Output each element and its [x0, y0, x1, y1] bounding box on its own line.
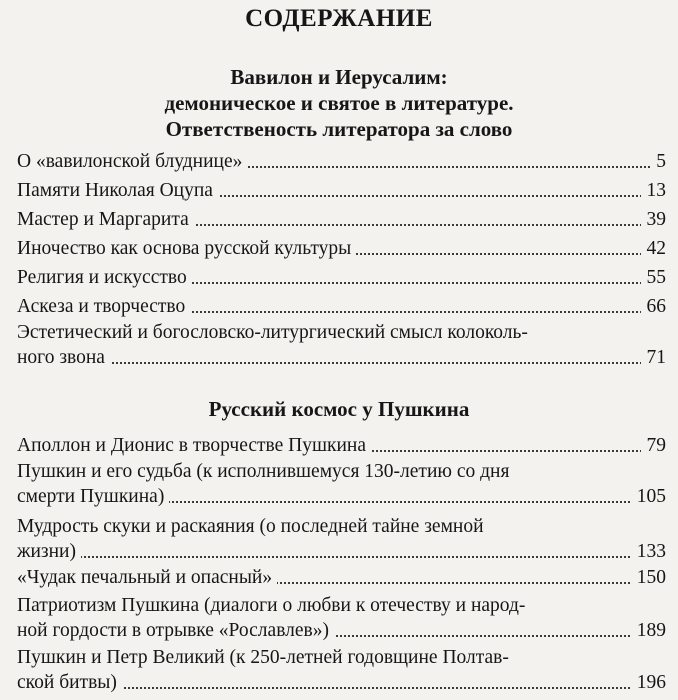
toc-entry-page: 39 — [641, 207, 667, 232]
toc-entry[interactable] — [17, 265, 666, 290]
toc-entry-title: Эстетический и богословско-литургический смысл колоколь- — [17, 322, 528, 343]
toc-entry-line — [17, 207, 666, 232]
toc-entry-title: Патриотизм Пушкина (диалоги о любви к отечеству и народ- — [17, 595, 526, 616]
toc-entry[interactable] — [17, 433, 666, 458]
toc-entry-line — [17, 593, 666, 618]
section-heading-line: Русский космос у Пушкина — [208, 397, 470, 421]
toc-entry-line — [17, 236, 666, 261]
dot-leader — [17, 556, 666, 558]
toc-entry-page: 13 — [641, 178, 667, 203]
toc-entry-line — [17, 645, 666, 670]
toc-entry-title: Пушкин и Петр Великий (к 250-летней годовщине Полтав- — [17, 647, 509, 668]
toc-entry[interactable] — [17, 514, 666, 564]
section-heading — [20, 396, 658, 422]
toc-entry-page: 105 — [631, 484, 666, 509]
toc-entry-line — [17, 484, 666, 509]
toc-entry-page: 5 — [650, 149, 666, 174]
toc-entry-title-continued: смерти Пушкина) — [17, 484, 169, 509]
dot-leader — [17, 362, 666, 364]
toc-entry-title: Аскеза и творчество — [17, 294, 190, 319]
toc-entry[interactable] — [17, 294, 666, 319]
toc-entry-line — [17, 149, 666, 174]
toc-entry-title-continued: ного звона — [17, 345, 110, 370]
toc-entry-title: Пушкин и его судьба (к исполнившемуся 130-летию со дня — [17, 461, 510, 482]
toc-entry-title: О «вавилонской блуднице» — [17, 149, 247, 174]
toc-entry-line — [17, 345, 666, 370]
toc-entry-title: Религия и искусство — [17, 265, 192, 290]
toc-entry[interactable] — [17, 178, 666, 203]
toc-entry[interactable] — [17, 459, 666, 509]
toc-entry-page: 133 — [631, 539, 666, 564]
toc-entry[interactable] — [17, 149, 666, 174]
toc-entry-line — [17, 265, 666, 290]
toc-entry[interactable] — [17, 320, 666, 370]
toc-entry-line — [17, 670, 666, 695]
toc-entry-title-continued: ной гордости в отрывке «Рославлев») — [17, 618, 334, 643]
toc-entry-page: 55 — [641, 265, 667, 290]
toc-entry-title: Аполлон и Дионис в творчестве Пушкина — [17, 433, 371, 458]
toc-entry-title: «Чудак печальный и опасный» — [17, 565, 277, 590]
toc-entry-line — [17, 433, 666, 458]
section-heading-line: Вавилон и Иерусалим: — [230, 65, 448, 89]
toc-entry-title: Мастер и Маргарита — [17, 207, 194, 232]
toc-entry-line — [17, 459, 666, 484]
toc-entry-title: Мудрость скуки и раскаяния (о последней тайне земной — [17, 516, 484, 537]
toc-entry-page: 66 — [641, 294, 667, 319]
toc-entry[interactable] — [17, 593, 666, 643]
toc-entry-line — [17, 178, 666, 203]
toc-entry-title-continued: жизни) — [17, 539, 81, 564]
toc-entry-line — [17, 565, 666, 590]
toc-entry-line — [17, 618, 666, 643]
toc-entry-title: Памяти Николая Оцупа — [17, 178, 218, 203]
toc-entry[interactable] — [17, 207, 666, 232]
section-heading-line: Ответственость литератора за слово — [165, 117, 513, 141]
toc-entry[interactable] — [17, 565, 666, 590]
toc-entry[interactable] — [17, 236, 666, 261]
toc-entry-line — [17, 320, 666, 345]
section-heading-line: демоническое и святое в литературе. — [164, 91, 514, 115]
toc-entry-line — [17, 294, 666, 319]
toc-entry[interactable] — [17, 645, 666, 695]
toc-entry-page: 71 — [641, 345, 667, 370]
toc-entry-title-continued: ской битвы) — [17, 670, 122, 695]
section-heading — [20, 64, 658, 142]
page-title: СОДЕРЖАНИЕ — [245, 5, 433, 32]
toc-entry-line — [17, 514, 666, 539]
toc-entry-page: 79 — [641, 433, 667, 458]
toc-entry-page: 150 — [631, 565, 666, 590]
toc-entry-line — [17, 539, 666, 564]
toc-entry-title: Иночество как основа русской культуры — [17, 236, 356, 261]
toc-entry-page: 196 — [631, 670, 666, 695]
toc-entry-page: 189 — [631, 618, 666, 643]
toc-entry-page: 42 — [641, 236, 667, 261]
